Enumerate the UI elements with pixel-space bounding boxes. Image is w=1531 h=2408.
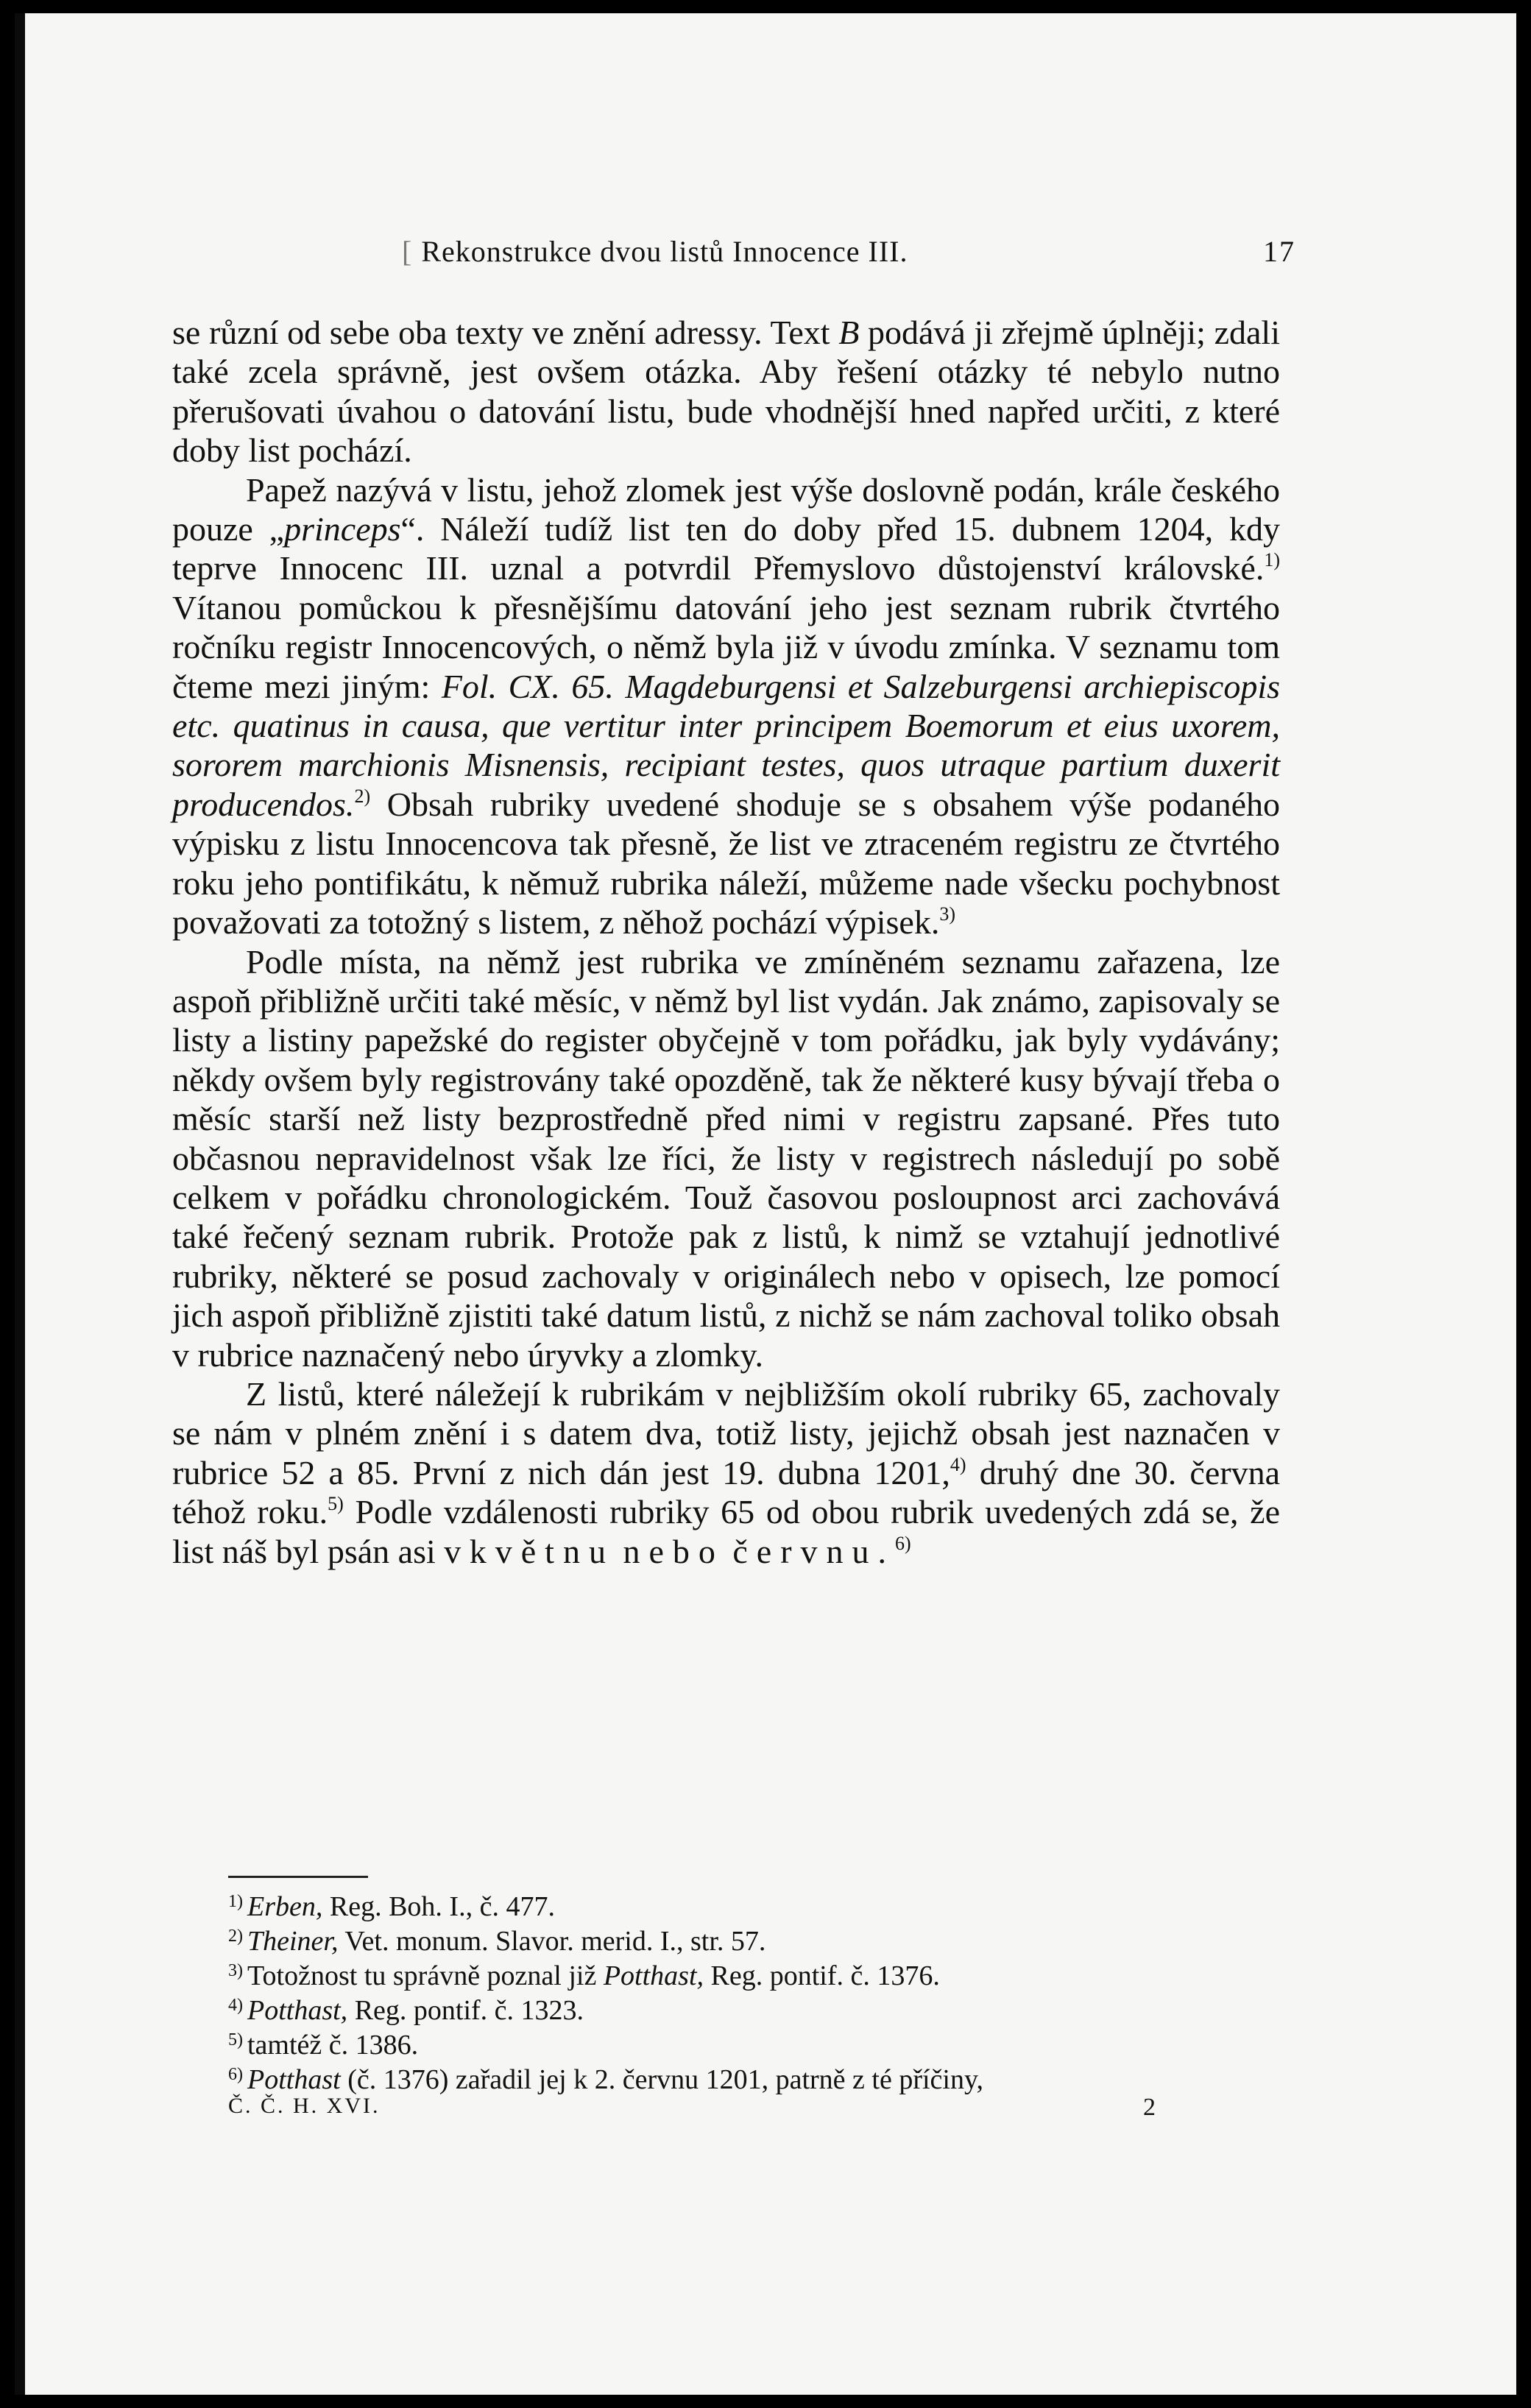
spaced-text: květnu [469, 1532, 615, 1570]
footnote-1: $^{1)}$ Erben, Reg. Boh. I., č. 477. [228, 1891, 555, 1922]
running-head [402, 234, 1329, 269]
page-number: 17 [1263, 235, 1295, 268]
header-mark: [ [402, 235, 413, 268]
italic-text: princeps [284, 510, 401, 548]
footnote-4: $^{4)}$ Potthast, Reg. pontif. č. 1323. [228, 1995, 584, 2026]
italic-text: B [838, 314, 860, 351]
spaced-text: červnu. [732, 1532, 896, 1570]
footnote-3: $^{3)}$ Totožnost tu správně poznal již Potthast, Reg. pontif. č. 1376. [228, 1960, 940, 1991]
footnote-ref-2: 2) [354, 785, 371, 807]
footnote-2: $^{2)}$ Theiner, Vet. monum. Slavor. merid. I., str. 57. [228, 1926, 766, 1957]
document-page [15, 13, 1516, 2395]
footnote-ref-6: 6) [895, 1532, 911, 1554]
footnote-5: $^{5)}$ tamtéž č. 1386. [228, 2030, 419, 2061]
footnote-ref-5: 5) [328, 1493, 344, 1515]
footnote-ref-1: 1) [1264, 549, 1280, 571]
running-title: Rekonstrukce dvou listů Innocence III. [421, 235, 908, 268]
sheet-number: 2 [1143, 2094, 1156, 2121]
italic-quotation: Fol. CX. 65. Magdeburgensi et Salzeburgensi archiepiscopis etc. quatinus in causa, que vertitur inter principem Boemorum et eius uxorem, sororem marchionis Misnensis, recipiant testes, quos utraque partium duxerit producendos. [172, 667, 1280, 823]
paragraph-4: Z listů, které náležejí k rubrikám v nejbližším okolí rubriky 65, zachovaly se nám v plném znění i s datem dva, totiž listy, jejichž obsah jest naznačen v rubrice 52 a 85. První z nich dán jest 19. dubna 1201,$^{4)}$ druhý dne 30. června téhož roku.$^{5)}$ Podle vzdálenosti rubriky 65 od obou rubrik uvedených zdá se, že list náš byl psán asi v květnu nebo červnu.$^{6)}$ [172, 1374, 1280, 1570]
footnotes [228, 1887, 1288, 2094]
body-text [172, 313, 1280, 1571]
paragraph-3: Podle místa, na němž jest rubrika ve zmíněném seznamu zařazena, lze aspoň přibližně určiti také měsíc, v němž byl list vydán. Jak známo, zapisovaly se listy a listiny papežské do register obyčejně v tom pořádku, jak byly vydávány; někdy ovšem byly registrovány také opozděně, tak že některé kusy bývají třeba o měsíc starší než listy bezprostředně před nimi v registru zapsané. Přes tuto občasnou nepravidelnost však lze říci, že listy v registrech následují po sobě celkem v pořádku chronologickém. Touž časovou posloupnost arci zachovává také řečený seznam rubrik. Protože pak z listů, k nimž se vztahují jednotlivé rubriky, některé se posud zachovaly v originálech nebo v opisech, lze pomocí jich aspoň přibližně zjistiti také datum listů, z nichž se nám zachoval toliko obsah v rubrice naznačený nebo úryvky a zlomky. [172, 942, 1280, 1374]
footnote-ref-3: 3) [939, 903, 956, 925]
spaced-text: nebo [623, 1532, 724, 1570]
footnote-divider [228, 1876, 368, 1878]
journal-signature: Č. Č. H. XVI. [228, 2094, 381, 2118]
paragraph-1: se různí od sebe oba texty ve znění adressy. Text B podává ji zřejmě úplněji; zdali také zcela správně, jest ovšem otázka. Aby řešení otázky té nebylo nutno přerušovati úvahou o datování listu, bude vhodnější hned napřed určiti, z které doby list pochází. [172, 314, 1280, 470]
footnote-6: $^{6)}$ Potthast (č. 1376) zařadil jej k 2. červnu 1201, patrně z té příčiny, [228, 2064, 984, 2095]
footnote-ref-4: 4) [950, 1453, 966, 1475]
paragraph-2: Papež nazývá v listu, jehož zlomek jest výše doslovně podán, krále českého pouze „princeps“. Náleží tudíž list ten do doby před 15. dubnem 1204, kdy teprve Innocenc III. uznal a potvrdil Přemyslovo důstojenství královské.$^{1)}$ Vítanou pomůckou k přesnějšímu datování jeho jest seznam rubrik čtvrtého ročníku registr Innocencových, o němž byla již v úvodu zmínka. V seznamu tom čteme mezi jiným: Fol. CX. 65. Magdeburgensi et Salzeburgensi archiepiscopis etc. quatinus in causa, que vertitur inter principem Boemorum et eius uxorem, sororem marchionis Misnensis, recipiant testes, quos utraque partium duxerit producendos.$^{2)}$ Obsah rubriky uvedené shoduje se s obsahem výše podaného výpisku z listu Innocencova tak přesně, že list ve ztraceném registru ze čtvrtého roku jeho pontifikátu, k němuž rubrika náleží, můžeme nade všecku pochybnost považovati za totožný s listem, z něhož pochází výpisek.$^{3)}$ [172, 470, 1280, 942]
